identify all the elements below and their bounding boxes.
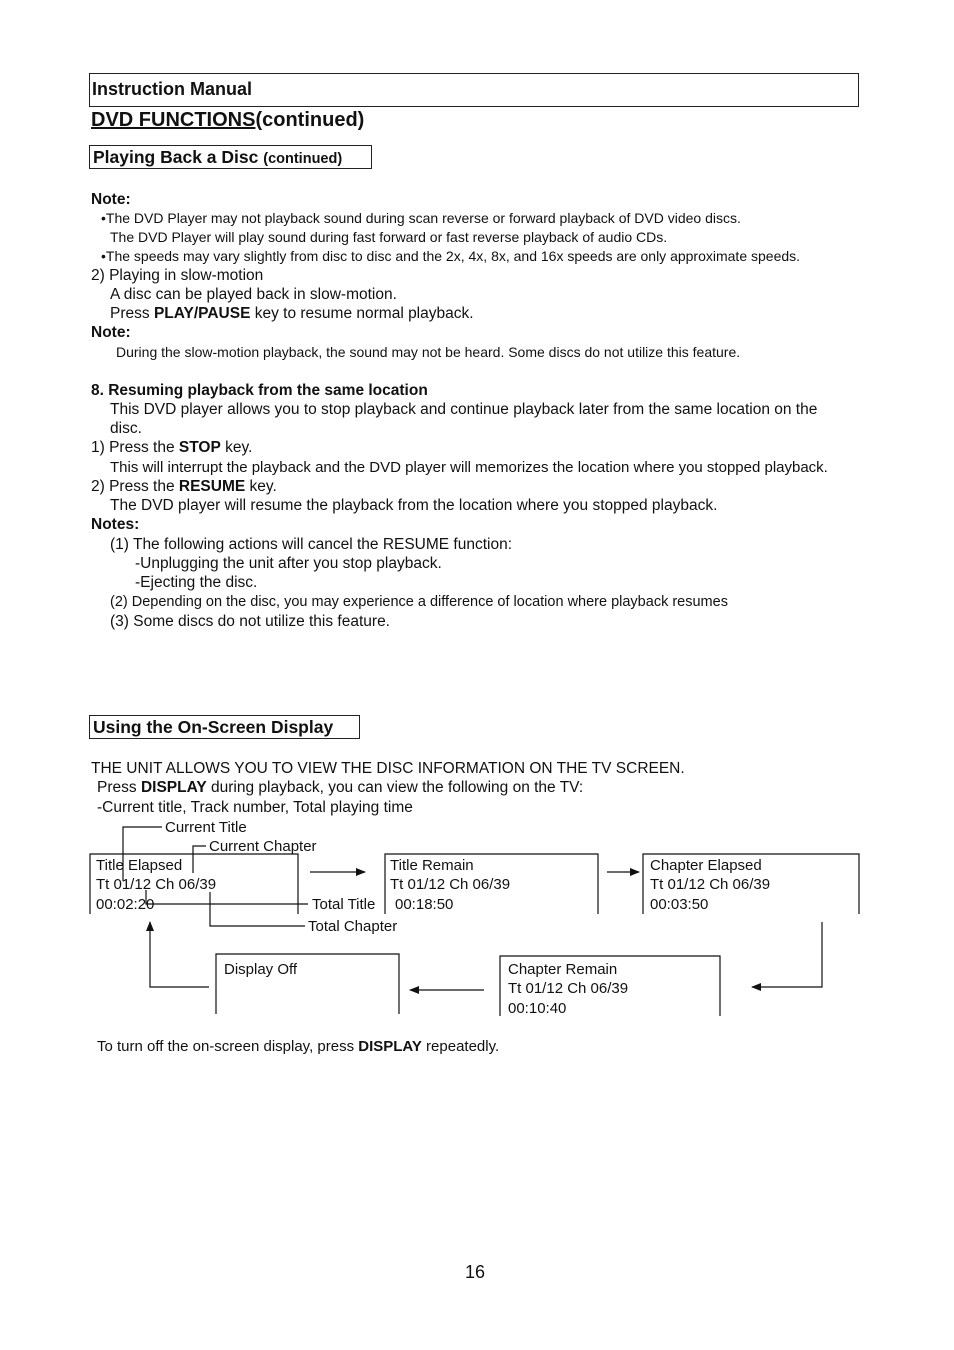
title-remain-track: Tt 01/12 Ch 06/39	[390, 876, 511, 893]
title-elapsed-time: 00:02:20	[96, 896, 155, 913]
resume-key: RESUME	[178, 478, 246, 495]
osd-turn-off	[97, 1037, 499, 1056]
section-title-main: DVD FUNCTIONS	[91, 109, 256, 131]
text: key.	[220, 439, 253, 456]
resume-intro: disc.	[110, 420, 142, 437]
heading-text: Playing Back a Disc	[93, 147, 259, 167]
resume-note: (2) Depending on the disc, you may experience a difference of location where playback resumes	[110, 594, 728, 610]
resume-note: -Ejecting the disc.	[135, 574, 258, 591]
display-key: DISPLAY	[358, 1038, 422, 1055]
text: repeatedly.	[421, 1038, 500, 1055]
resume-title: 8. Resuming playback from the same location	[91, 382, 428, 399]
note-line: •The speeds may vary slightly from disc to disc and the 2x, 4x, 8x, and 16x speeds are only approximate speeds.	[101, 248, 801, 264]
page-number: 16	[465, 1262, 486, 1282]
title-elapsed-track: Tt 01/12 Ch 06/39	[96, 876, 217, 893]
note-line: •The DVD Player may not playback sound during scan reverse or forward playback of DVD video discs.	[101, 210, 741, 226]
notes-label: Notes:	[91, 516, 140, 533]
slow-motion-title: 2) Playing in slow-motion	[91, 267, 264, 284]
display-key: DISPLAY	[140, 779, 207, 796]
text: To turn off the on-screen display, press	[97, 1038, 359, 1055]
chapter-elapsed-time: 00:03:50	[650, 896, 709, 913]
title-remain-label: Title Remain	[390, 857, 474, 874]
title-remain-time: 00:18:50	[395, 896, 454, 913]
callout-current-title: Current Title	[165, 819, 247, 836]
osd-heading: Using the On-Screen Display	[89, 715, 360, 739]
callout-current-chapter: Current Chapter	[209, 838, 317, 855]
text: during playback, you can view the following on the TV:	[206, 779, 584, 796]
heading-suffix: (continued)	[263, 151, 343, 167]
total-chapter-callout	[210, 892, 305, 926]
chapter-elapsed-track: Tt 01/12 Ch 06/39	[650, 876, 771, 893]
resume-intro: This DVD player allows you to stop playback and continue playback later from the same location on the	[110, 401, 818, 418]
section-title-suffix: (continued)	[255, 109, 365, 131]
note-label: Note:	[91, 191, 131, 208]
resume-note: (3) Some discs do not utilize this feature.	[110, 613, 390, 630]
text: 2) Press the	[91, 478, 179, 495]
chapter-remain-time: 00:10:40	[508, 1000, 567, 1017]
play-pause-key: PLAY/PAUSE	[153, 305, 251, 322]
text: key.	[245, 478, 277, 495]
chapter-remain-track: Tt 01/12 Ch 06/39	[508, 980, 629, 997]
resume-step1-desc: This will interrupt the playback and the DVD player will memorizes the location where you stopped playback.	[110, 459, 828, 476]
display-off-label: Display Off	[224, 961, 298, 978]
osd-current-line: -Current title, Track number, Total playing time	[97, 799, 413, 816]
text: key to resume normal playback.	[250, 305, 474, 322]
chapter-remain-label: Chapter Remain	[508, 961, 618, 978]
note-label: Note:	[91, 324, 131, 341]
text: Press	[97, 779, 141, 796]
slow-motion-line: A disc can be played back in slow-motion.	[110, 286, 397, 303]
resume-note: -Unplugging the unit after you stop playback.	[135, 555, 442, 572]
resume-step2-desc: The DVD player will resume the playback from the location where you stopped playback.	[110, 497, 718, 514]
text: 1) Press the	[91, 439, 179, 456]
note-line: The DVD Player will play sound during fast forward or fast reverse playback of audio CDs.	[110, 229, 668, 245]
text: Press	[110, 305, 154, 322]
osd-intro: THE UNIT ALLOWS YOU TO VIEW THE DISC INFORMATION ON THE TV SCREEN.	[91, 760, 685, 777]
arrow-3-to-4	[752, 922, 822, 987]
manual-title: Instruction Manual	[92, 79, 253, 99]
chapter-elapsed-label: Chapter Elapsed	[650, 857, 762, 874]
resume-note: (1) The following actions will cancel the RESUME function:	[110, 536, 513, 553]
current-chapter-callout	[193, 846, 206, 873]
stop-key: STOP	[178, 439, 221, 456]
title-elapsed-label: Title Elapsed	[96, 857, 183, 874]
callout-total-chapter: Total Chapter	[308, 918, 398, 935]
arrow-5-to-1	[150, 922, 209, 987]
note-line: During the slow-motion playback, the sound may not be heard. Some discs do not utilize this feature.	[116, 344, 741, 360]
callout-total-title: Total Title	[312, 896, 376, 913]
